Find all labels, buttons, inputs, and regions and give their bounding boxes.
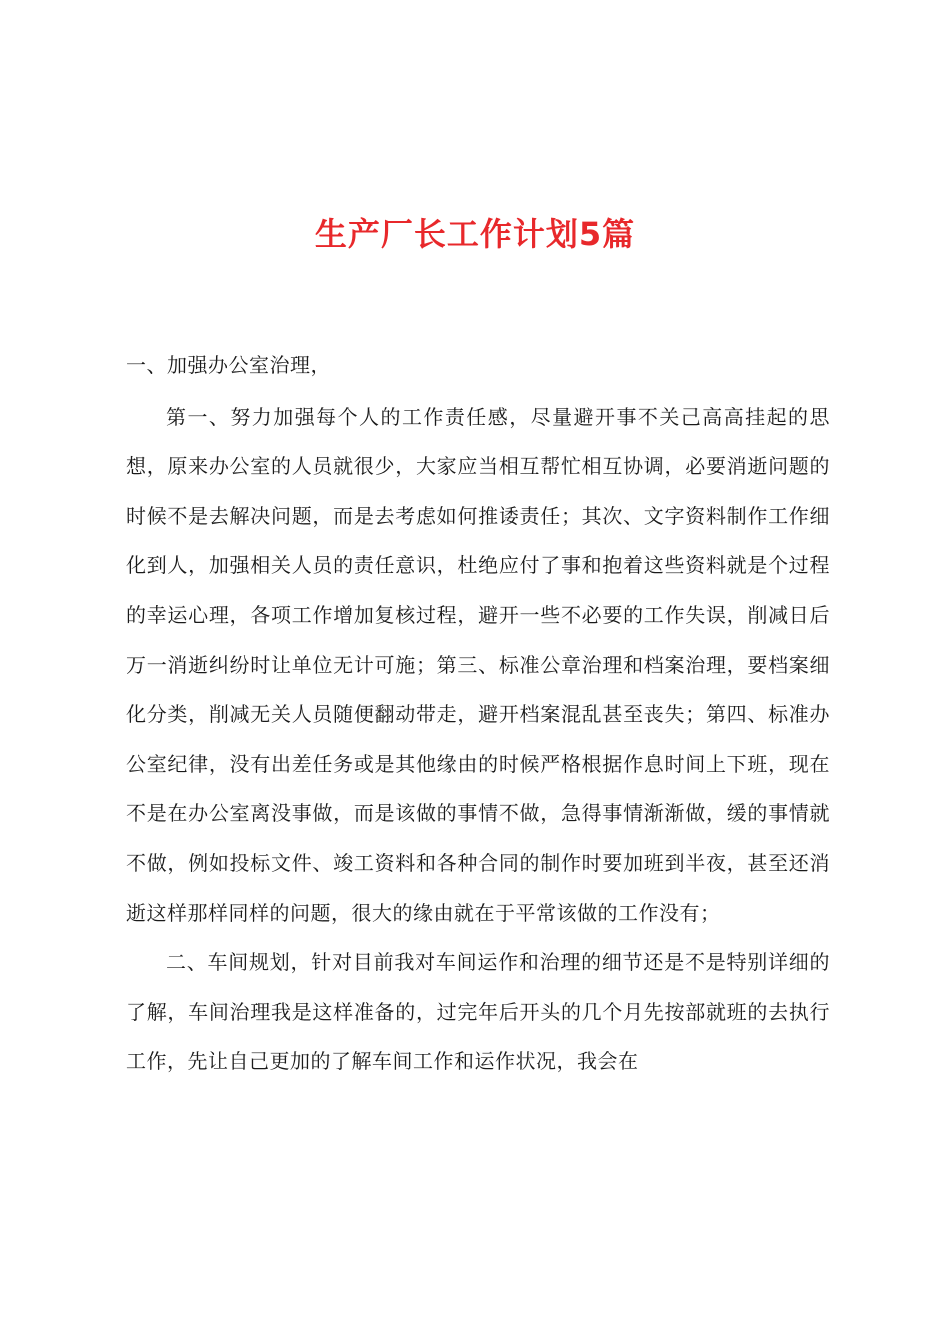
body-paragraph-1: 第一、努力加强每个人的工作责任感，尽量避开事不关己高高挂起的思想，原来办公室的人员就很少，大家应当相互帮忙相互协调，必要消逝问题的时候不是去解决问题，而是去考虑如何推诿责任；其次、文字资料制作工作细化到人，加强相关人员的责任意识，杜绝应付了事和抱着这些资料就是个过程的幸运心理，各项工作增加复核过程，避开一些不必要的工作失误，削减日后万一消逝纠纷时让单位无计可施；第三、标准公章治理和档案治理，要档案细化分类，削减无关人员随便翻动带走，避开档案混乱甚至丧失；第四、标准办公室纪律，没有出差任务或是其他缘由的时候严格根据作息时间上下班，现在不是在办公室离没事做，而是该做的事情不做，急得事情渐渐做，缓的事情就不做，例如投标文件、竣工资料和各种合同的制作时要加班到半夜，甚至还消逝这样那样同样的问题，很大的缘由就在于平常该做的工作没有； — [126, 404, 830, 925]
document-title: 生产厂长工作计划5篇 — [314, 215, 636, 253]
section-heading-1: 一、加强办公室治理， — [126, 353, 331, 377]
body-paragraph-2: 二、车间规划，针对目前我对车间运作和治理的细节还是不是特别详细的了解，车间治理我是这样准备的，过完年后开头的几个月先按部就班的去执行工作，先让自己更加的了解车间工作和运作状况，我会在 — [126, 950, 830, 1074]
document-body — [126, 341, 830, 1087]
